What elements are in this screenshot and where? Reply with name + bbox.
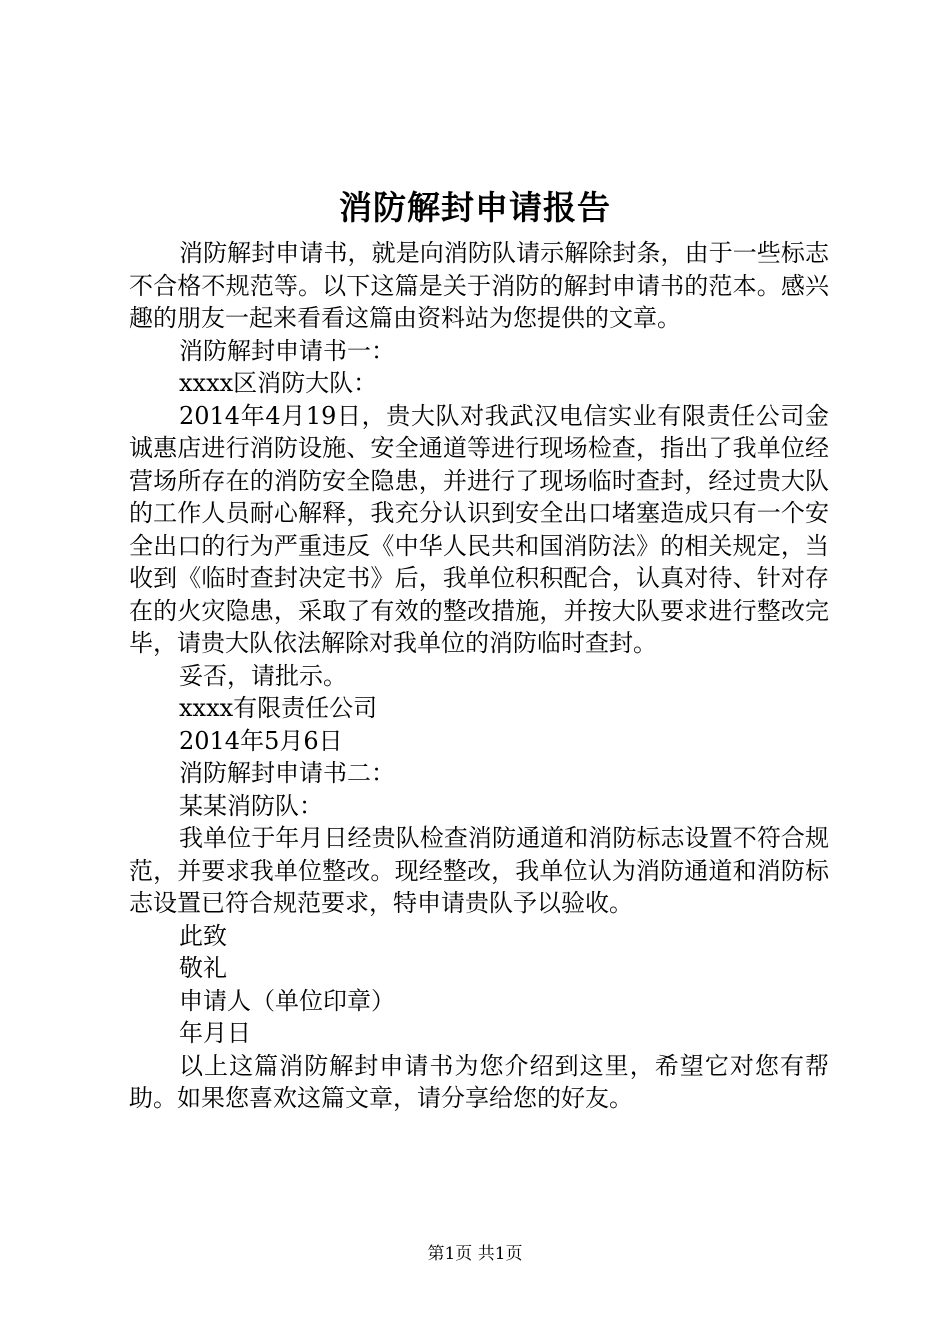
page-number-footer: 第1页 共1页 (427, 1244, 523, 1264)
section-heading-2: 消防解封申请书二： (179, 759, 395, 787)
applicant-line: 申请人（单位印章） (179, 986, 395, 1015)
signature-company: xxxx有限责任公司 (179, 694, 378, 722)
section-heading-1: 消防解封申请书一： (179, 336, 395, 365)
outro-paragraph: 以上这篇消防解封申请书为您介绍到这里，希望它对您有帮助。如果您喜欢这篇文章，请分享给您的好友。 (129, 1051, 829, 1112)
document-title: 消防解封申请报告 (339, 188, 611, 227)
intro-paragraph: 消防解封申请书，就是向消防队请示解除封条，由于一些标志不合格不规范等。以下这篇是关于消防的解封申请书的范本。感兴趣的朋友一起来看看这篇由资料站为您提供的文章。 (129, 239, 829, 332)
closing-2: 敬礼 (179, 954, 227, 982)
closing-1: 此致 (179, 921, 227, 950)
date-line: 年月日 (179, 1019, 251, 1047)
document-body (129, 237, 829, 1115)
salutation-2: 某某消防队： (179, 791, 323, 820)
letter-body-2: 我单位于年月日经贵队检查消防通道和消防标志设置不符合规范，并要求我单位整改。现经整改，我单位认为消防通道和消防标志设置已符合规范要求，特申请贵队予以验收。 (129, 824, 829, 917)
signature-date: 2014年5月6日 (179, 726, 343, 755)
salutation-1: xxxx区消防大队： (179, 369, 378, 397)
request-line: 妥否，请批示。 (179, 661, 347, 690)
letter-body-1: 2014年4月19日，贵大队对我武汉电信实业有限责任公司金诚惠店进行消防设施、安全通道等进行现场检查，指出了我单位经营场所存在的消防安全隐患，并进行了现场临时查封，经过贵大队的工作人员耐心解释，我充分认识到安全出口堵塞造成只有一个安全出口的行为严重违反《中华人民共和国消防法》的相关规定，当收到《临时查封决定书》后，我单位积积配合，认真对待、针对存在的火灾隐患，采取了有效的整改措施，并按大队要求进行整改完毕，请贵大队依法解除对我单位的消防临时查封。 (129, 401, 829, 657)
